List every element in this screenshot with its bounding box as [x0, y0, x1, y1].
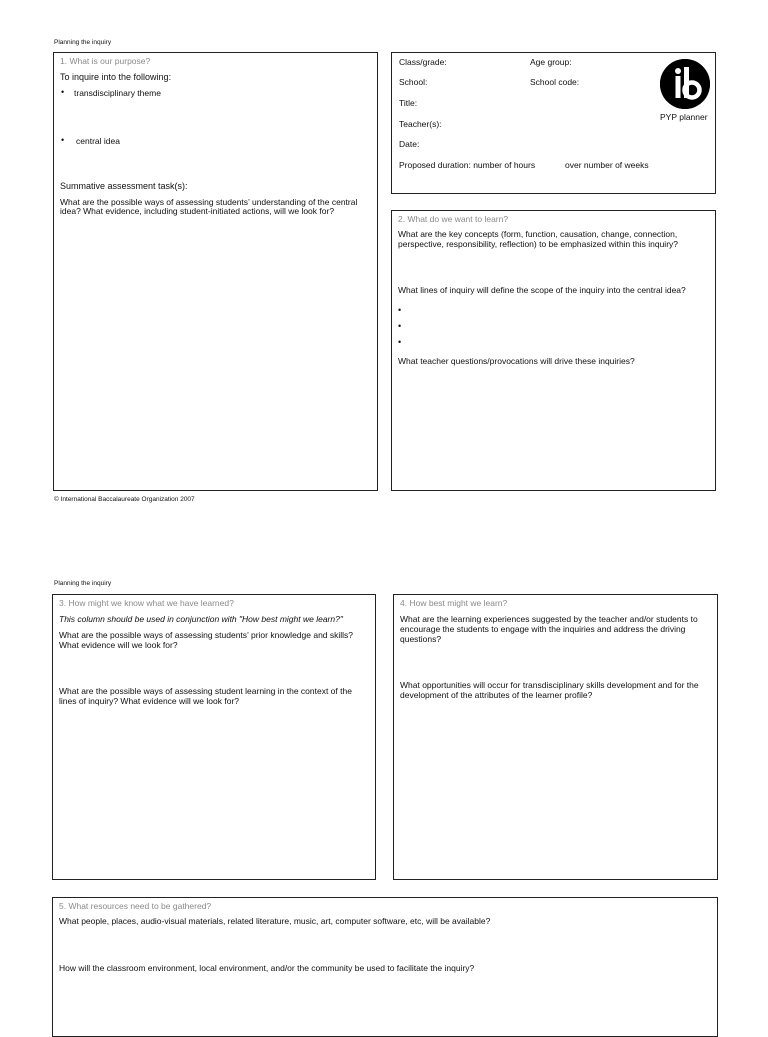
summative-title: Summative assessment task(s):: [60, 181, 188, 191]
summative-question-line1: What are the possible ways of assessing students’ understanding of the central: [60, 197, 358, 207]
title-label: Title:: [399, 98, 418, 108]
know-box: [52, 594, 376, 880]
ib-logo: [660, 59, 710, 109]
planner-info-box: [391, 52, 716, 194]
assess-learning-question-line2: lines of inquiry? What evidence will we look for?: [59, 696, 240, 706]
best-learn-title: 4. How best might we learn?: [400, 598, 508, 608]
bullet-dot: •: [398, 305, 402, 315]
resources-title: 5. What resources need to be gathered?: [59, 901, 212, 911]
central-idea-label: central idea: [76, 136, 120, 146]
learning-experiences-question-line1: What are the learning experiences suggested by the teacher and/or students to: [400, 614, 698, 624]
page-footer: © International Baccalaureate Organization 2007: [54, 496, 195, 503]
school-code-label: School code:: [530, 77, 580, 87]
prior-knowledge-question-line2: What evidence will we look for?: [59, 640, 178, 650]
duration-hours-label: Proposed duration: number of hours: [399, 160, 536, 170]
learn-box: [391, 210, 716, 491]
opportunities-question-line1: What opportunities will occur for transdisciplinary skills development and for the: [400, 680, 699, 690]
know-title: 3. How might we know what we have learned?: [59, 598, 234, 608]
environment-question: How will the classroom environment, local environment, and/or the community be used to facilitate the inquiry?: [59, 963, 475, 973]
pyp-planner-label: PYP planner: [660, 112, 708, 122]
ib-logo-mark: [660, 59, 710, 109]
bullet-dot: •: [61, 135, 65, 145]
page-header: Planning the inquiry: [54, 580, 112, 587]
lines-of-inquiry-question: What lines of inquiry will define the scope of the inquiry into the central idea?: [398, 285, 686, 295]
bullet-dot: •: [61, 87, 65, 97]
date-label: Date:: [399, 139, 420, 149]
learn-title: 2. What do we want to learn?: [398, 214, 509, 224]
purpose-title: 1. What is our purpose?: [60, 56, 151, 66]
key-concepts-question-line1: What are the key concepts (form, function, causation, change, connection,: [398, 229, 678, 239]
school-label: School:: [399, 77, 428, 87]
key-concepts-question-line2: perspective, responsibility, reflection) to be emphasized within this inquiry?: [398, 239, 679, 249]
opportunities-question-line2: development of the attributes of the learner profile?: [400, 690, 593, 700]
resources-box: [52, 897, 718, 1037]
teacher-questions-question: What teacher questions/provocations will drive these inquiries?: [398, 356, 635, 366]
assess-learning-question-line1: What are the possible ways of assessing student learning in the context of the: [59, 686, 352, 696]
resources-question: What people, places, audio-visual materials, related literature, music, art, computer software, etc, will be available?: [59, 916, 491, 926]
best-learn-box: [393, 594, 718, 880]
bullet-dot: •: [398, 321, 402, 331]
learning-experiences-question-line3: questions?: [400, 634, 442, 644]
page-header: Planning the inquiry: [54, 39, 112, 46]
prior-knowledge-question-line1: What are the possible ways of assessing students’ prior knowledge and skills?: [59, 630, 354, 640]
learning-experiences-question-line2: encourage the students to engage with the inquiries and address the driving: [400, 624, 686, 634]
summative-question-line2: idea? What evidence, including student-initiated actions, will we look for?: [60, 206, 335, 216]
age-group-label: Age group:: [530, 57, 572, 67]
purpose-box: [53, 52, 378, 491]
theme-label: transdisciplinary theme: [74, 88, 161, 98]
class-grade-label: Class/grade:: [399, 57, 447, 67]
teachers-label: Teacher(s):: [399, 119, 442, 129]
purpose-intro: To inquire into the following:: [60, 72, 172, 82]
duration-weeks-label: over number of weeks: [565, 160, 649, 170]
know-note: This column should be used in conjunction with "How best might we learn?": [59, 614, 343, 624]
bullet-dot: •: [398, 337, 402, 347]
